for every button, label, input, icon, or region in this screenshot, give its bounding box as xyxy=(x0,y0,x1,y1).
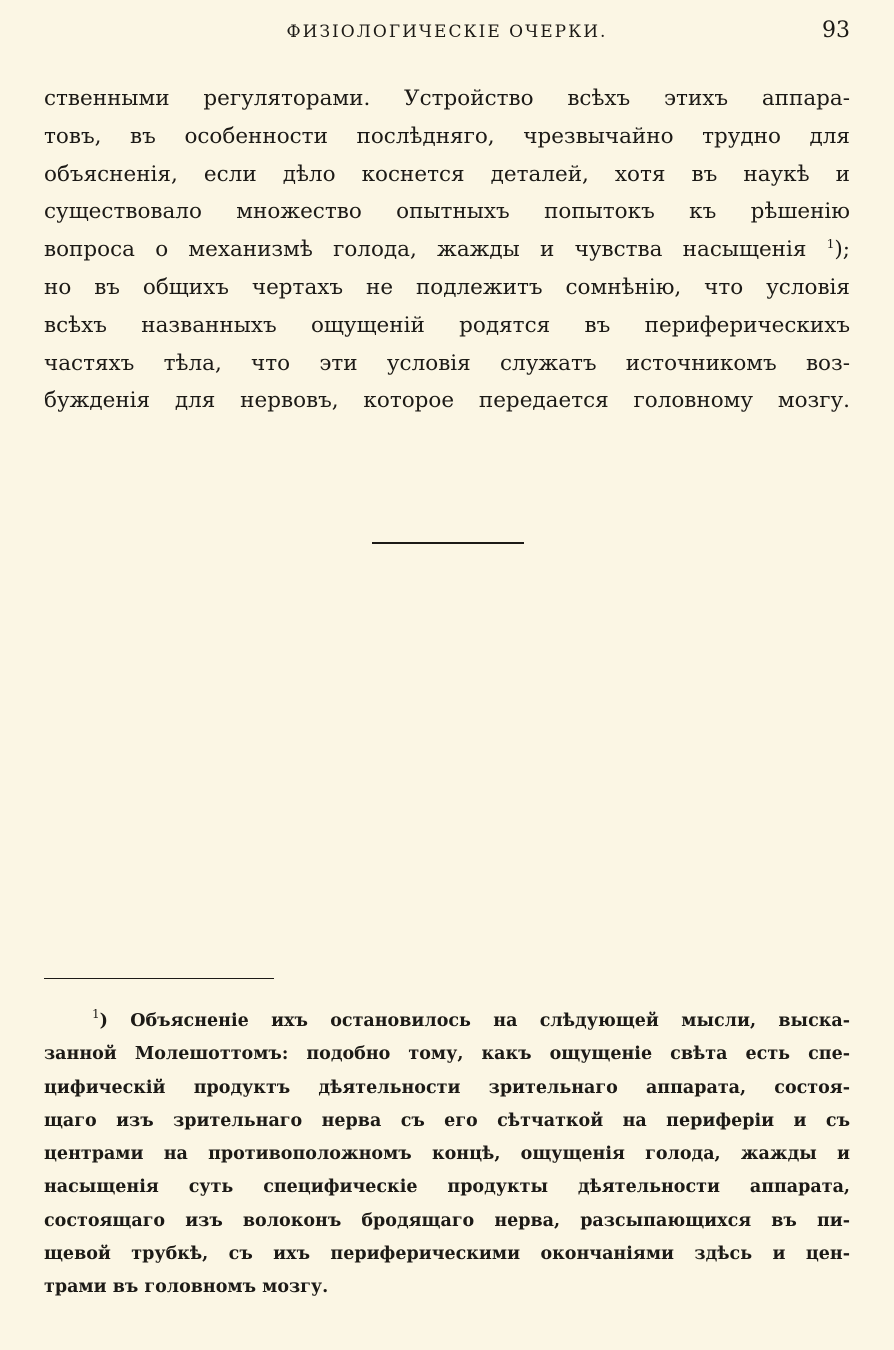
footnote xyxy=(44,1005,850,1305)
footnote-line: насыщенія суть специфическіе продукты дѣятельности аппарата, xyxy=(44,1177,850,1198)
text-line: но въ общихъ чертахъ не подлежитъ сомнѣнію, что условія xyxy=(44,274,850,300)
footnote-marker: 1 xyxy=(92,1007,100,1021)
footnote-line: трами въ головномъ мозгу. xyxy=(44,1277,329,1298)
footnote-line: цифическій продуктъ дѣятельности зрительнаго аппарата, состоя- xyxy=(44,1077,850,1098)
footnote-line: щевой трубкѣ, съ ихъ периферическими окончаніями здѣсь и цен- xyxy=(44,1244,850,1265)
main-text xyxy=(44,80,850,420)
footnote-reference-tail: ); xyxy=(834,237,850,263)
text-line: товъ, въ особенности послѣдняго, чрезвычайно трудно для xyxy=(44,123,850,149)
text-line: существовало множество опытныхъ попытокъ къ рѣшенію xyxy=(44,199,850,225)
text-line-content: вопроса о механизмѣ голода, жажды и чувства насыщенія xyxy=(44,237,807,263)
footnote-line: состоящаго изъ волоконъ бродящаго нерва, разсыпающихся въ пи- xyxy=(44,1210,850,1231)
footnote-reference: 1 xyxy=(826,237,835,252)
footnote-line-with-marker xyxy=(44,1005,850,1038)
section-divider xyxy=(372,542,524,544)
text-line: частяхъ тѣла, что эти условія служатъ источникомъ воз- xyxy=(44,350,850,376)
text-line: объясненія, если дѣло коснется деталей, хотя въ наукѣ и xyxy=(44,161,850,187)
running-head xyxy=(44,18,850,48)
text-line: ственными регуляторами. Устройство всѣхъ этихъ аппара- xyxy=(44,86,850,111)
footnote-line: щаго изъ зрительнаго нерва съ его сѣтчаткой на периферіи и съ xyxy=(44,1110,850,1131)
running-title: ФИЗIОЛОГИЧЕСКIЕ ОЧЕРКИ. xyxy=(286,22,608,42)
text-line: бужденія для нервовъ, которое передается головному мозгу. xyxy=(44,388,850,414)
footnote-line: центрами на противоположномъ концѣ, ощущенія голода, жажды и xyxy=(44,1144,850,1165)
footnote-divider xyxy=(44,978,274,979)
footnote-marker-tail: ) xyxy=(99,1011,108,1031)
page-number: 93 xyxy=(822,18,850,43)
footnote-line: занной Молешоттомъ: подобно тому, какъ ощущеніе свѣта есть спе- xyxy=(44,1044,850,1065)
text-line: всѣхъ названныхъ ощущеній родятся въ периферическихъ xyxy=(44,312,850,338)
footnote-line-content: Объясненіе ихъ остановилось на слѣдующей мысли, выска- xyxy=(130,1011,850,1031)
text-line-with-footnote-ref xyxy=(44,231,850,269)
